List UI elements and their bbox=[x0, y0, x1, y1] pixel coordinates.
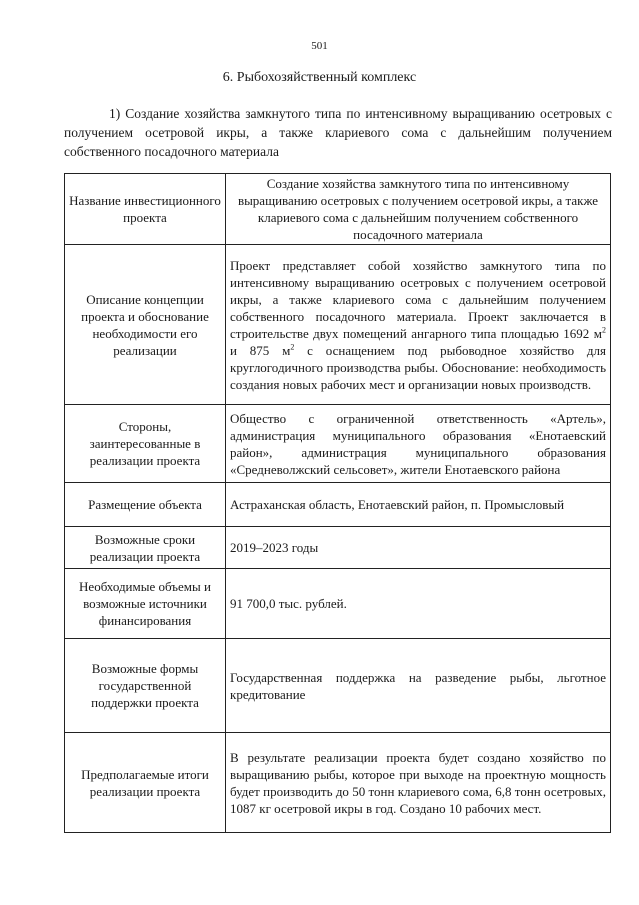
table-row bbox=[65, 405, 611, 483]
table-row bbox=[65, 483, 611, 527]
row-label-concept: Описание концепции проекта и обоснование необходимости его реализации bbox=[65, 245, 226, 405]
table-row bbox=[65, 527, 611, 569]
row-label-location: Размещение объекта bbox=[65, 483, 226, 527]
row-value-project-name: Создание хозяйства замкнутого типа по интенсивному выращиванию осетровых с получением осетровой икры, а также клариевого сома с дальнейшим получением собственного посадочного материала bbox=[226, 174, 611, 245]
row-label-financing: Необходимые объемы и возможные источники финансирования bbox=[65, 569, 226, 639]
row-value-location: Астраханская область, Енотаевский район, п. Промысловый bbox=[226, 483, 611, 527]
table-row bbox=[65, 639, 611, 733]
row-label-stakeholders: Стороны, заинтересованные в реализации проекта bbox=[65, 405, 226, 483]
concept-text-part-3: с оснащением под рыбоводное хозяйство для круглогодичного производства рыбы. Обоснование: необходимость создания новых рабочих мест и организации новых производств. bbox=[230, 342, 606, 392]
row-value-stakeholders: Общество с ограниченной ответственность «Артель», администрация муниципального образования «Енотаевский район», администрация муниципального образования «Средневолжский сельсовет», жители Енотаевского района bbox=[226, 405, 611, 483]
unit-superscript: 2 bbox=[290, 342, 295, 352]
table-row bbox=[65, 569, 611, 639]
unit-superscript: 2 bbox=[602, 325, 606, 335]
section-title: 6. Рыбохозяйственный комплекс bbox=[222, 70, 417, 85]
row-value-expected-results: В результате реализации проекта будет создано хозяйство по выращиванию рыбы, которое при выходе на проектную мощность будет производить до 50 тонн клариевого сома, 6,8 тонн осетровых, 1087 кг осетровой икры в год. Создано 10 рабочих мест. bbox=[226, 733, 611, 833]
project-passport-table bbox=[64, 173, 611, 833]
page-number: 501 bbox=[311, 40, 328, 52]
table-row bbox=[65, 733, 611, 833]
table-row bbox=[65, 174, 611, 245]
concept-text-part-1: Проект представляет собой хозяйство замкнутого типа по интенсивному выращиванию осетровых с получением осетровой икры, а также клариевого сома с дальнейшим получением собственного посадочного материала. Проект заключается в строительстве двух помещений ангарного типа площадью 1692 м bbox=[230, 257, 606, 341]
row-value-timeline: 2019–2023 годы bbox=[226, 527, 611, 569]
row-label-expected-results: Предполагаемые итоги реализации проекта bbox=[65, 733, 226, 833]
project-intro-paragraph: 1) Создание хозяйства замкнутого типа по интенсивному выращиванию осетровых с получением осетровой икры, а также клариевого сома с дальнейшим получением собственного посадочного материала bbox=[64, 106, 612, 159]
row-value-state-support: Государственная поддержка на разведение рыбы, льготное кредитование bbox=[226, 639, 611, 733]
row-label-state-support: Возможные формы государственной поддержки проекта bbox=[65, 639, 226, 733]
concept-text-part-2: и 875 м bbox=[230, 342, 291, 358]
row-label-project-name: Название инвестиционного проекта bbox=[65, 174, 226, 245]
table-row bbox=[65, 245, 611, 405]
row-value-concept bbox=[226, 245, 611, 405]
row-value-financing: 91 700,0 тыс. рублей. bbox=[226, 569, 611, 639]
row-label-timeline: Возможные сроки реализации проекта bbox=[65, 527, 226, 569]
